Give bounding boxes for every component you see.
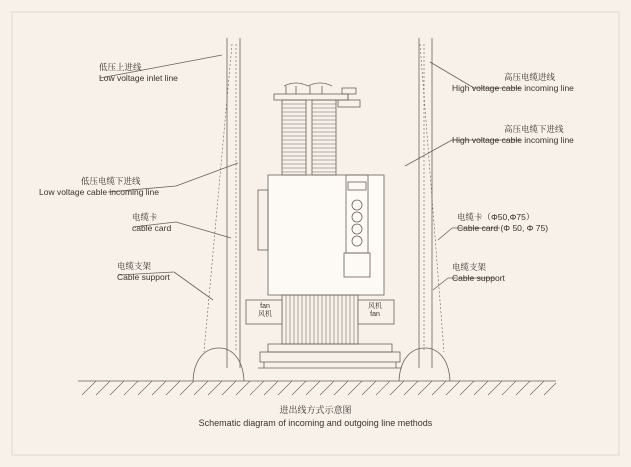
label-fan-right-en: fan [370, 311, 380, 319]
label-fan-right [360, 303, 390, 319]
label-low-voltage-cable-incoming [39, 176, 159, 197]
label-hv-incoming-top-en: High voltage cable incoming line [452, 82, 574, 93]
label-fan-right-cn: 风机 [368, 303, 382, 310]
ground-hatching [82, 381, 556, 395]
label-hv-incoming-top-cn: 高压电缆进线 [504, 72, 556, 82]
label-cable-support-left-cn: 电缆支架 [117, 261, 152, 271]
label-cable-card-right-cn: 电缆卡（Φ50,Φ75） [457, 212, 535, 222]
label-cable-support-left-en: Cable support [117, 271, 170, 282]
label-fan-left-cn: 风机 [258, 311, 272, 319]
label-low-voltage-cable-incoming-en: Low voltage cable incoming line [39, 186, 160, 197]
label-fan-left [250, 303, 280, 319]
caption-cn: 进出线方式示意图 [279, 405, 352, 415]
diagram-caption [0, 403, 631, 428]
label-low-voltage-cable-incoming-cn: 低压电缆下进线 [81, 176, 141, 186]
label-cable-support-right-en: Cable support [452, 272, 505, 283]
label-fan-left-en: fan [260, 303, 270, 310]
label-cable-card-left-en: cable card [132, 222, 172, 233]
label-cable-card-right [457, 212, 548, 233]
label-cable-support-right-cn: 电缆支架 [452, 262, 487, 272]
label-cable-support-right [452, 262, 505, 283]
label-high-voltage-cable-incoming-bottom [452, 124, 574, 145]
label-cable-card-left-cn: 电缆卡 [132, 212, 158, 222]
label-low-voltage-inlet [99, 62, 178, 83]
label-cable-card-right-en: Cable card (Φ 50, Φ 75) [457, 222, 549, 233]
label-hv-incoming-bottom-en: High voltage cable incoming line [452, 134, 574, 145]
label-cable-support-left [117, 261, 170, 282]
caption-en: Schematic diagram of incoming and outgoing line methods [198, 418, 433, 428]
label-high-voltage-cable-incoming-top [452, 72, 574, 93]
label-hv-incoming-bottom-cn: 高压电缆下进线 [504, 124, 564, 134]
label-low-voltage-inlet-cn: 低压上进线 [99, 62, 142, 72]
label-cable-card-left [132, 212, 171, 233]
label-low-voltage-inlet-en: Low voltage inlet line [99, 72, 178, 83]
